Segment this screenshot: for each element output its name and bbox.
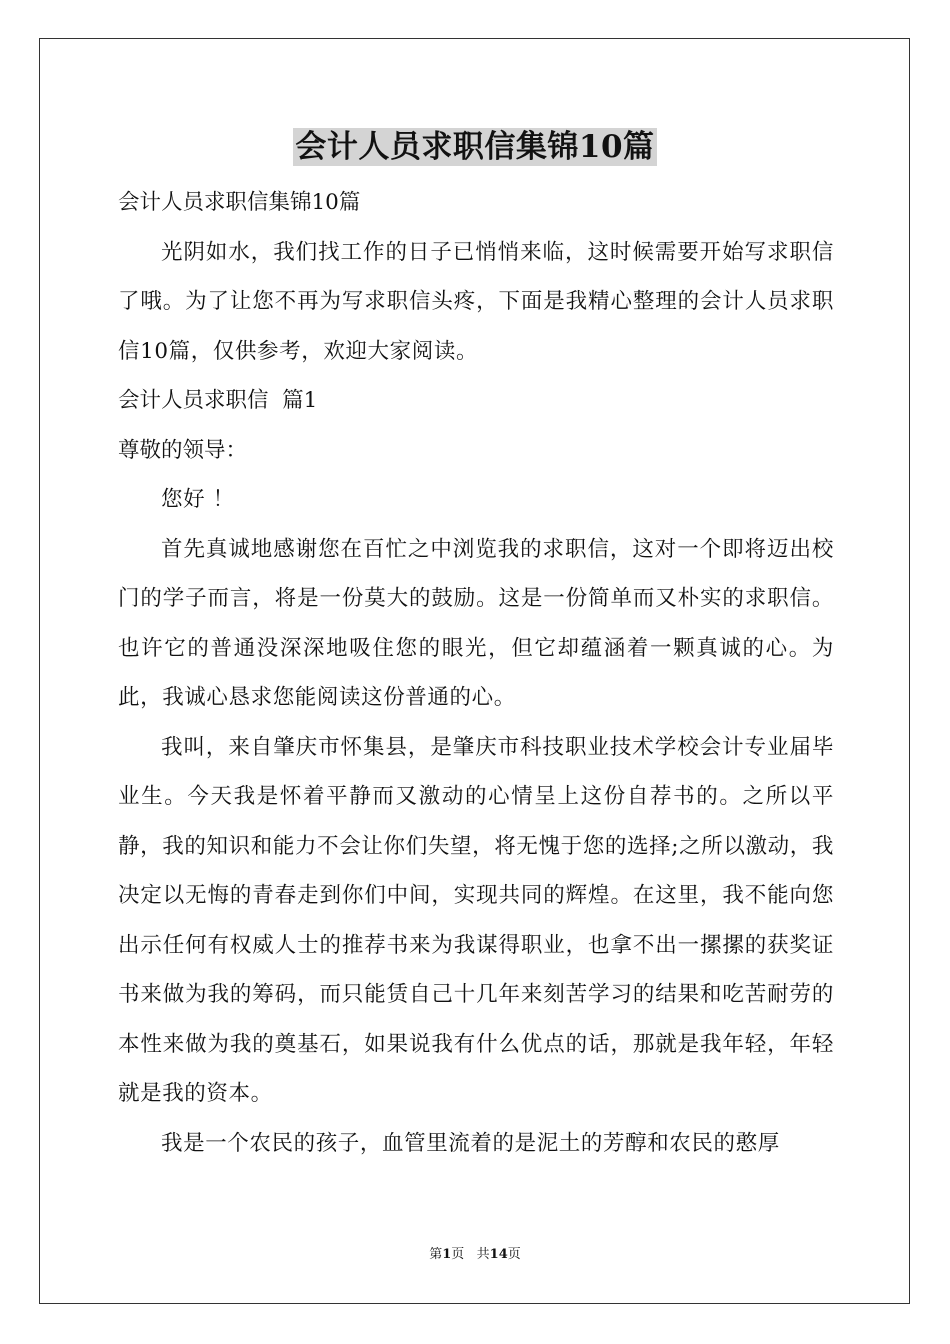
footer-page-suffix: 页 [507,1247,521,1262]
body-paragraph-1: 首先真诚地感谢您在百忙之中浏览我的求职信，这对一个即将迈出校门的学子而言，将是一份莫大的鼓励。这是一份简单而又朴实的求职信。也许它的普通没深深地吸住您的眼光，但它却蕴涵着一颗真诚的心。为此，我诚心恳求您能阅读这份普通的心。 [118,536,834,710]
document-subtitle: 会计人员求职信集锦10篇 [118,190,361,215]
footer-total-pages: 14 [489,1247,508,1262]
section-heading: 会计人员求职信 篇1 [118,388,318,413]
intro-paragraph: 光阴如水，我们找工作的日子已悄悄来临，这时候需要开始写求职信了哦。为了让您不再为写求职信头疼，下面是我精心整理的会计人员求职信10篇，仅供参考，欢迎大家阅读。 [118,239,834,364]
salutation: 尊敬的领导： [118,437,248,463]
body-paragraph-2: 我叫，来自肇庆市怀集县，是肇庆市科技职业技术学校会计专业届毕业生。今天我是怀着平静而又激动的心情呈上这份自荐书的。之所以平静，我的知识和能力不会让你们失望，将无愧于您的选择;之所以激动，我决定以无悔的青春走到你们中间，实现共同的辉煌。在这里，我不能向您出示任何有权威人士的推荐书来为我谋得职业，也拿不出一摞摞的获奖证书来做为我的筹码，而只能赁自己十几年来刻苦学习的结果和吃苦耐劳的本性来做为我的奠基石，如果说我有什么优点的话，那就是我年轻，年轻就是我的资本。 [118,734,834,1106]
greeting: 您好 ！ [161,487,235,512]
document-title: 会计人员求职信集锦10篇 [295,129,655,165]
footer-page-number: 1 [442,1247,452,1262]
body-paragraph-3: 我是一个农民的孩子，血管里流着的是泥土的芳醇和农民的憨厚 [161,1130,780,1156]
footer-page-mid: 页 共 [451,1247,490,1262]
title-container [0,128,950,166]
page-footer [0,1246,950,1264]
footer-page-prefix: 第 [429,1247,443,1262]
document-body [118,178,834,1168]
